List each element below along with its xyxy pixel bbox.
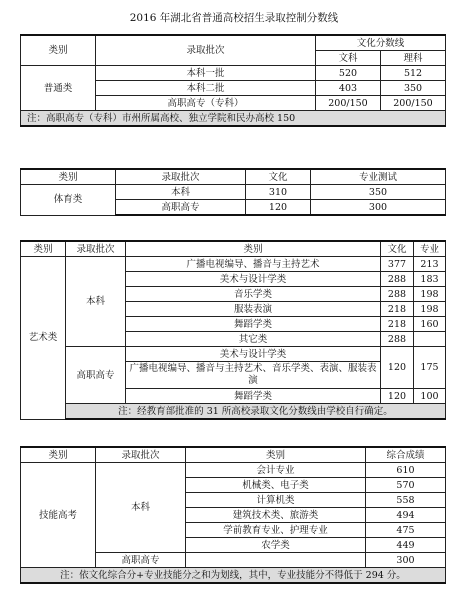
cat-cell: 农学类 <box>186 538 366 553</box>
cat-cell: 机械类、电子类 <box>186 478 366 493</box>
score-cell: 288 <box>381 287 414 302</box>
batch-cell: 本科 <box>66 257 126 347</box>
category-cell: 体育类 <box>21 185 116 216</box>
score-cell: 377 <box>381 257 414 272</box>
batch-cell: 本科一批 <box>96 66 316 81</box>
cat-cell: 音乐学类 <box>126 287 381 302</box>
cat-cell: 建筑技术类、旅游类 <box>186 508 366 523</box>
score-cell: 300 <box>311 200 446 216</box>
score-cell: 183 <box>414 272 446 287</box>
note-row: 注：高职高专（专科）市州所属高校、独立学院和民办高校 150 <box>21 111 446 127</box>
score-cell: 120 <box>246 200 311 216</box>
note-row: 注：经教育部批准的 31 所高校录取文化分数线由学校自行确定。 <box>66 404 446 420</box>
header-wenhua: 文化 <box>246 169 311 185</box>
score-cell: 300 <box>366 553 446 568</box>
header-score: 综合成绩 <box>366 447 446 463</box>
score-cell: 198 <box>414 302 446 317</box>
category-cell: 艺术类 <box>21 257 66 420</box>
score-cell: 570 <box>366 478 446 493</box>
score-cell: 403 <box>316 81 381 96</box>
cat-cell: 舞蹈学类 <box>126 317 381 332</box>
batch-cell: 本科二批 <box>96 81 316 96</box>
batch-cell: 高职高专 <box>96 553 186 568</box>
cat-cell <box>186 553 366 568</box>
score-cell: 310 <box>246 185 311 200</box>
score-cell: 160 <box>414 317 446 332</box>
header-li: 理科 <box>381 51 446 66</box>
header-type: 类别 <box>21 447 96 463</box>
batch-cell: 高职高专 <box>66 347 126 404</box>
header-major: 专业 <box>414 241 446 257</box>
art-admission-table <box>20 240 446 420</box>
header-score: 文化分数线 <box>316 35 446 51</box>
score-cell: 200/150 <box>316 96 381 111</box>
cat-cell: 美术与设计学类 <box>126 347 381 362</box>
cat-cell: 舞蹈学类 <box>126 389 381 404</box>
batch-cell: 高职高专 <box>116 200 246 216</box>
header-test: 专业测试 <box>311 169 446 185</box>
batch-cell: 本科 <box>96 463 186 553</box>
header-wenhua: 文化 <box>381 241 414 257</box>
score-cell: 120 <box>381 347 414 389</box>
cat-cell: 会计专业 <box>186 463 366 478</box>
cat-cell: 服装表演 <box>126 302 381 317</box>
score-cell: 120 <box>381 389 414 404</box>
score-cell: 218 <box>381 302 414 317</box>
cat-cell: 广播电视编导、播音与主持艺术 <box>126 257 381 272</box>
sports-admission-table <box>20 168 446 216</box>
cat-cell: 美术与设计学类 <box>126 272 381 287</box>
score-cell: 475 <box>366 523 446 538</box>
header-wen: 文科 <box>316 51 381 66</box>
header-type: 类别 <box>21 35 96 66</box>
score-cell <box>414 332 446 347</box>
score-cell: 175 <box>414 347 446 389</box>
header-batch: 录取批次 <box>66 241 126 257</box>
cat-cell: 广播电视编导、播音与主持艺术、音乐学类、表演、服装表演 <box>126 362 381 389</box>
header-cat: 类别 <box>126 241 381 257</box>
score-cell: 610 <box>366 463 446 478</box>
category-cell: 技能高考 <box>21 463 96 568</box>
cat-cell: 学前教育专业、护理专业 <box>186 523 366 538</box>
batch-cell: 本科 <box>116 185 246 200</box>
skills-admission-table <box>20 446 446 584</box>
header-batch: 录取批次 <box>96 447 186 463</box>
batch-cell: 高职高专（专科） <box>96 96 316 111</box>
score-cell: 213 <box>414 257 446 272</box>
score-cell: 520 <box>316 66 381 81</box>
score-cell: 350 <box>381 81 446 96</box>
header-type: 类别 <box>21 169 116 185</box>
page-title: 2016 年湖北省普通高校招生录取控制分数线 <box>129 12 339 24</box>
score-cell: 200/150 <box>381 96 446 111</box>
general-admission-table <box>20 34 446 127</box>
header-cat: 类别 <box>186 447 366 463</box>
score-cell: 100 <box>414 389 446 404</box>
header-type: 类别 <box>21 241 66 257</box>
score-cell: 449 <box>366 538 446 553</box>
score-cell: 558 <box>366 493 446 508</box>
score-cell: 494 <box>366 508 446 523</box>
category-cell: 普通类 <box>21 66 96 111</box>
cat-cell: 其它类 <box>126 332 381 347</box>
header-batch: 录取批次 <box>116 169 246 185</box>
header-batch: 录取批次 <box>96 35 316 66</box>
note-row: 注：依文化综合分+专业技能分之和为划线，其中，专业技能分不得低于 294 分。 <box>21 568 446 584</box>
score-cell: 350 <box>311 185 446 200</box>
score-cell: 218 <box>381 317 414 332</box>
score-cell: 512 <box>381 66 446 81</box>
score-cell: 198 <box>414 287 446 302</box>
score-cell: 288 <box>381 272 414 287</box>
cat-cell: 计算机类 <box>186 493 366 508</box>
score-cell: 288 <box>381 332 414 347</box>
